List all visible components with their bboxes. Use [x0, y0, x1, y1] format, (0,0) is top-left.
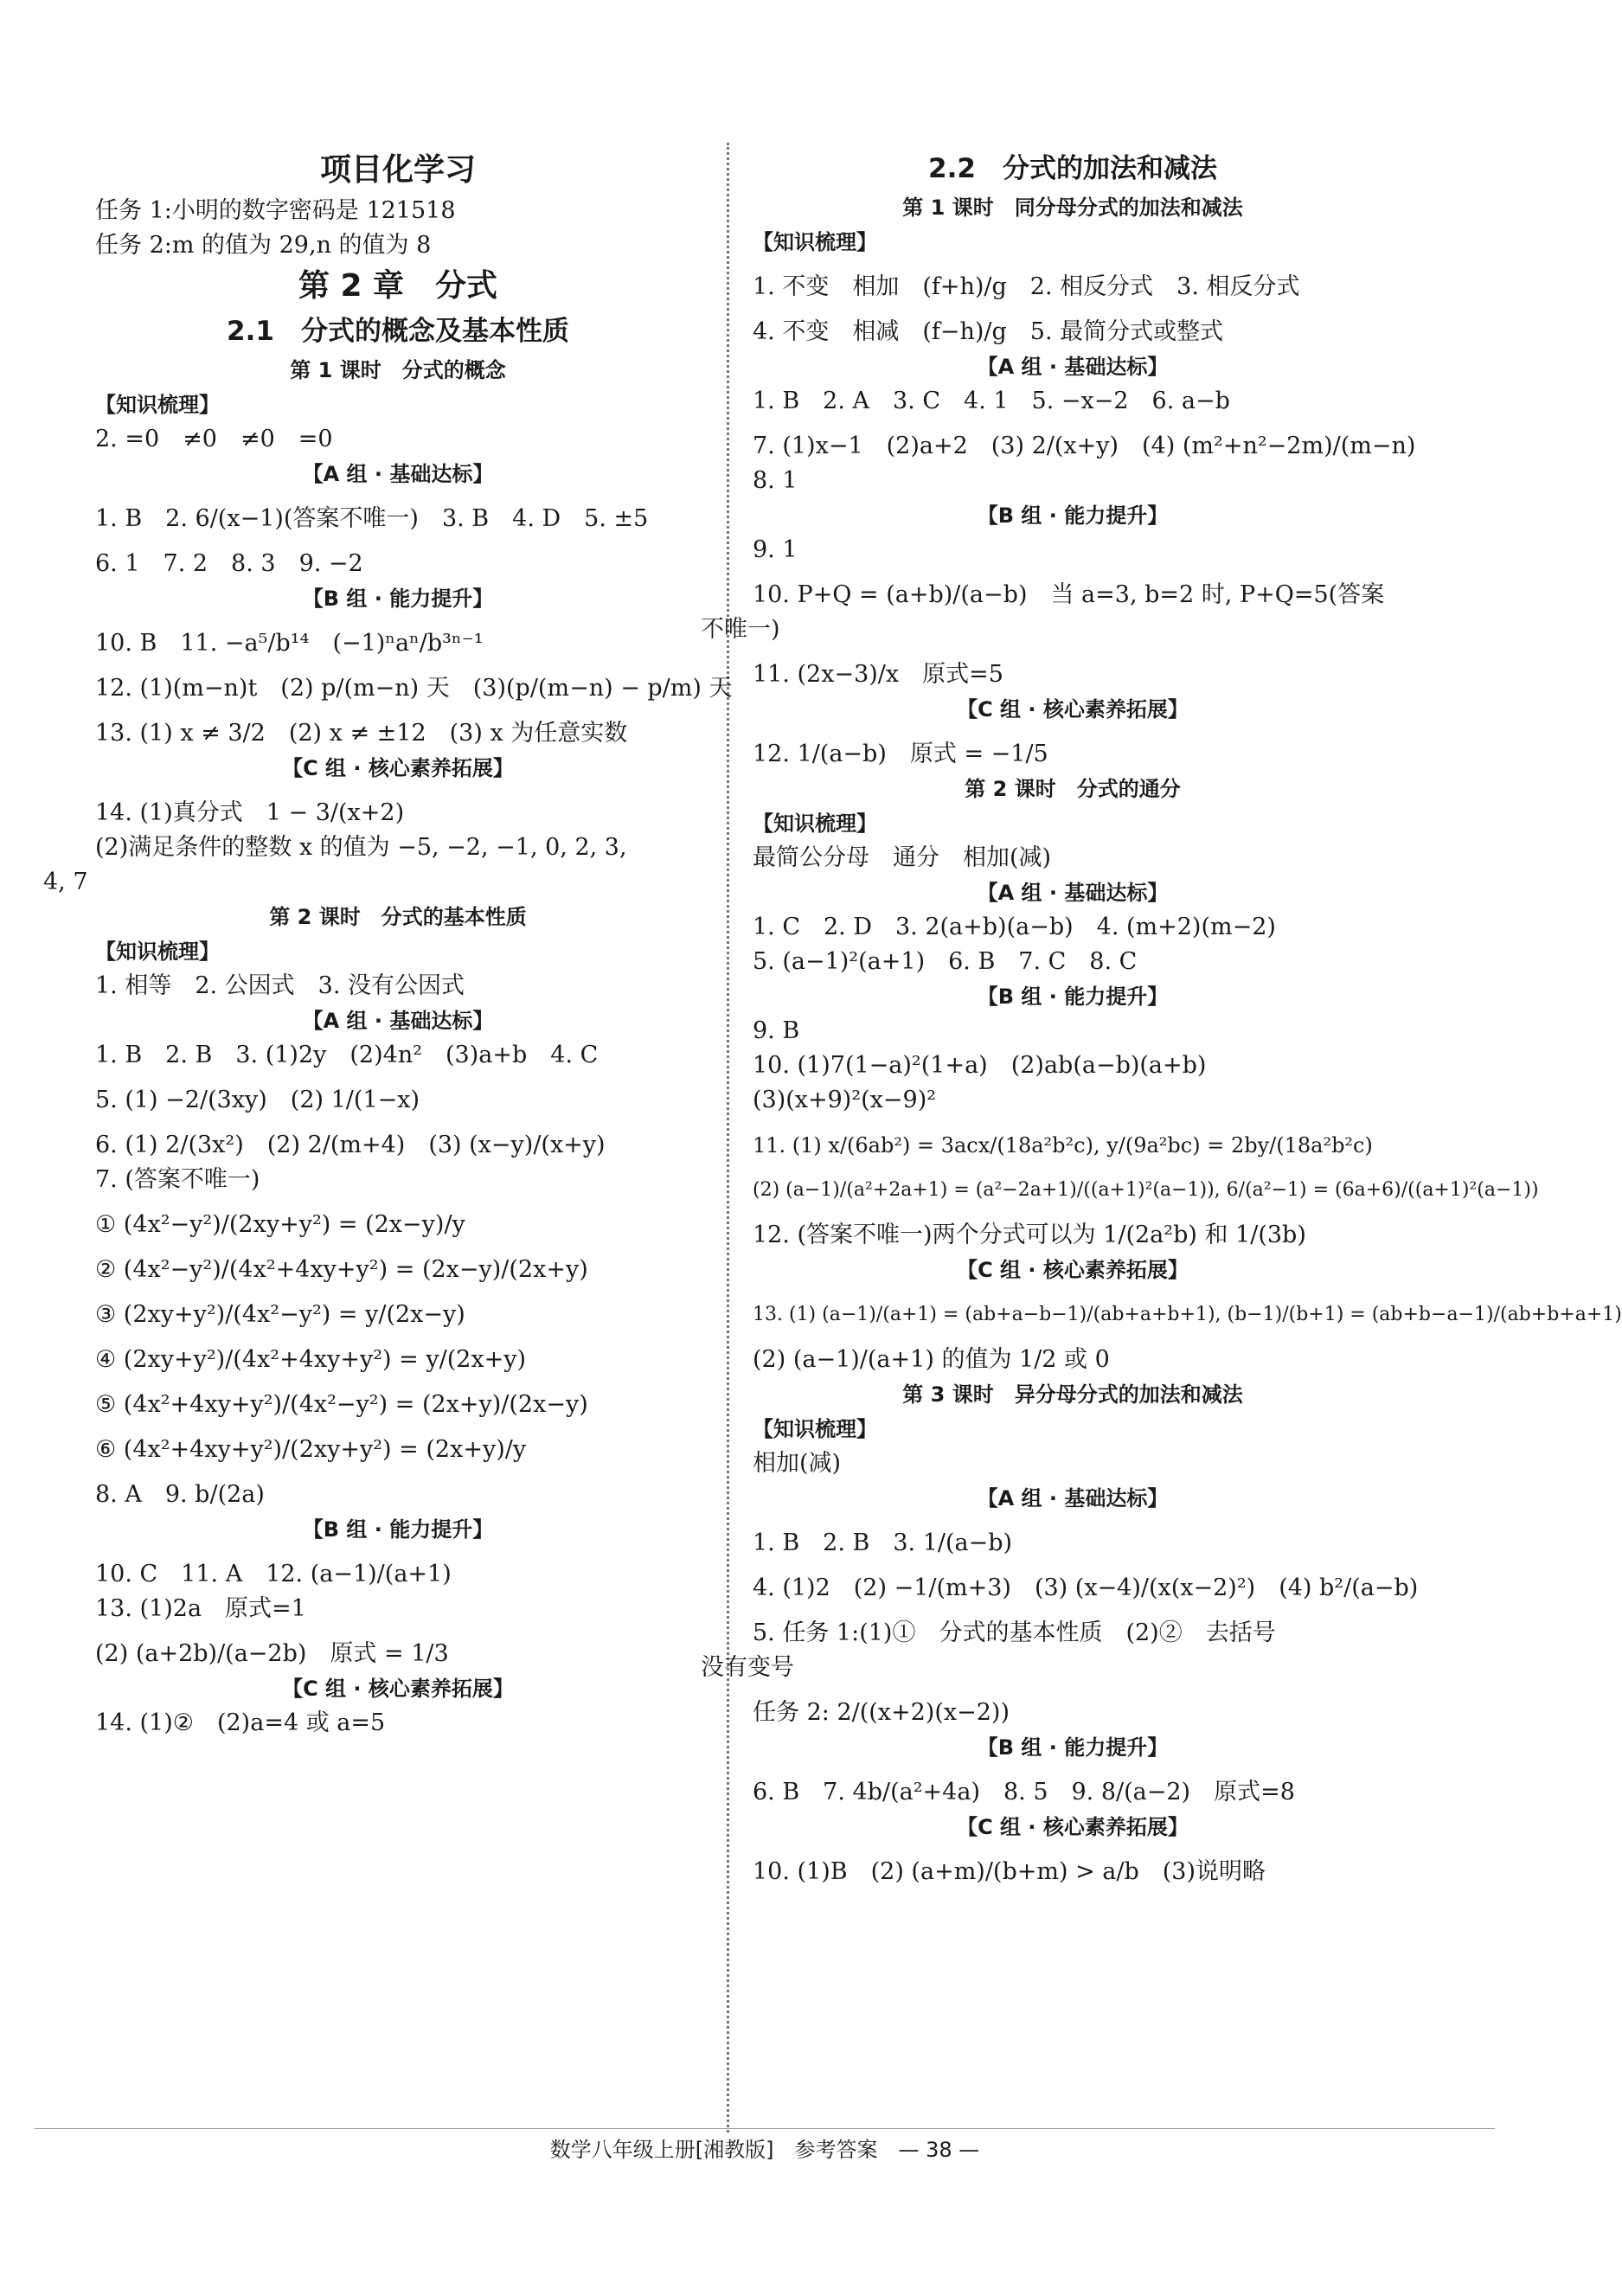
column-divider	[727, 143, 729, 2132]
section-title: 2.2 分式的加法和减法	[928, 153, 1217, 184]
answer-line: 13. (1) x ≠ 3/2 (2) x ≠ ±12 (3) x 为任意实数	[95, 720, 628, 747]
group-b-header: 【B 组 · 能力提升】	[302, 1517, 494, 1542]
answer-line: 1. B 2. A 3. C 4. 1 5. −x−2 6. a−b	[753, 388, 1230, 414]
answer-line: 6. (1) 2/(3x²) (2) 2/(m+4) (3) (x−y)/(x+y)	[95, 1132, 606, 1158]
lesson-title: 第 3 课时 异分母分式的加法和减法	[902, 1382, 1243, 1407]
answer-line: 10. B 11. −a⁵/b¹⁴ (−1)ⁿaⁿ/b³ⁿ⁻¹	[95, 630, 484, 657]
answer-line: 10. (1)B (2) (a+m)/(b+m) > a/b (3)说明略	[753, 1858, 1266, 1885]
group-a-header: 【A 组 · 基础达标】	[302, 462, 494, 486]
answer-line: 13. (1) (a−1)/(a+1) = (ab+a−b−1)/(ab+a+b+1), (b−1)/(b+1) = (ab+b−a−1)/(ab+b+a+1)	[753, 1304, 1622, 1325]
answer-line: (2) (a+2b)/(a−2b) 原式 = 1/3	[95, 1640, 449, 1667]
knowledge-header: 【知识梳理】	[753, 811, 877, 836]
answer-line: ② (4x²−y²)/(4x²+4xy+y²) = (2x−y)/(2x+y)	[95, 1256, 588, 1283]
answer-line: ④ (2xy+y²)/(4x²+4xy+y²) = y/(2x+y)	[95, 1346, 527, 1373]
answer-line: 4, 7	[43, 869, 88, 895]
lesson-title: 第 1 课时 同分母分式的加法和减法	[902, 196, 1243, 220]
group-c-header: 【C 组 · 核心素养拓展】	[957, 1815, 1189, 1839]
answer-line: 4. (1)2 (2) −1/(m+3) (3) (x−4)/(x(x−2)²) (4) b²/(a−b)	[753, 1574, 1419, 1601]
answer-line: 7. (1)x−1 (2)a+2 (3) 2/(x+y) (4) (m²+n²−2m)/(m−n)	[753, 433, 1416, 459]
answer-line: (2)满足条件的整数 x 的值为 −5, −2, −1, 0, 2, 3,	[95, 834, 627, 861]
lesson-title: 第 2 课时 分式的通分	[965, 777, 1181, 801]
answer-line: 6. B 7. 4b/(a²+4a) 8. 5 9. 8/(a−2) 原式=8	[753, 1779, 1295, 1805]
group-a-header: 【A 组 · 基础达标】	[977, 1486, 1169, 1510]
project-task-1: 任务 1:小明的数字密码是 121518	[95, 197, 456, 224]
group-c-header: 【C 组 · 核心素养拓展】	[957, 697, 1189, 722]
project-title: 项目化学习	[319, 152, 476, 188]
page-footer: 数学八年级上册[湘教版] 参考答案 — 38 —	[549, 2138, 980, 2162]
section-title: 2.1 分式的概念及基本性质	[227, 316, 569, 347]
answer-line: 8. 1	[753, 467, 798, 494]
knowledge-header: 【知识梳理】	[753, 1417, 877, 1441]
answer-line: 9. 1	[753, 536, 798, 563]
left-column	[43, 147, 733, 1741]
answer-line: 11. (1) x/(6ab²) = 3acx/(18a²b²c), y/(9a²bc) = 2by/(18a²b²c)	[753, 1133, 1373, 1158]
answer-line: (2) (a−1)/(a+1) 的值为 1/2 或 0	[753, 1346, 1110, 1373]
answer-line: 13. (1)2a 原式=1	[95, 1595, 306, 1622]
group-c-header: 【C 组 · 核心素养拓展】	[282, 1677, 514, 1701]
group-a-header: 【A 组 · 基础达标】	[302, 1009, 494, 1033]
answer-line: 最简公分母 通分 相加(减)	[753, 844, 1052, 871]
answer-line: 8. A 9. b/(2a)	[95, 1481, 265, 1508]
answer-line: 12. (答案不唯一)两个分式可以为 1/(2a²b) 和 1/(3b)	[753, 1222, 1306, 1248]
answer-line: 7. (答案不唯一)	[95, 1166, 260, 1193]
answer-line: 10. (1)7(1−a)²(1+a) (2)ab(a−b)(a+b)	[753, 1052, 1207, 1079]
answer-line: ⑤ (4x²+4xy+y²)/(4x²−y²) = (2x+y)/(2x−y)	[95, 1391, 588, 1418]
answer-line: 10. C 11. A 12. (a−1)/(a+1)	[95, 1561, 452, 1587]
group-b-header: 【B 组 · 能力提升】	[977, 984, 1169, 1009]
group-b-header: 【B 组 · 能力提升】	[302, 587, 494, 611]
answer-line: ⑥ (4x²+4xy+y²)/(2xy+y²) = (2x+y)/y	[95, 1436, 527, 1463]
answer-line: 5. (a−1)²(a+1) 6. B 7. C 8. C	[753, 948, 1138, 975]
answer-line: 1. 不变 相加 (f+h)/g 2. 相反分式 3. 相反分式	[753, 273, 1300, 300]
answer-line: 12. (1)(m−n)t (2) p/(m−n) 天 (3)(p/(m−n) − p/m) 天	[95, 675, 733, 702]
answer-line: 1. 相等 2. 公因式 3. 没有公因式	[95, 972, 465, 999]
answer-line: 12. 1/(a−b) 原式 = −1/5	[753, 741, 1048, 767]
knowledge-header: 【知识梳理】	[95, 393, 220, 417]
answer-line: 10. P+Q = (a+b)/(a−b) 当 a=3, b=2 时, P+Q=5(答案	[753, 581, 1385, 608]
knowledge-header: 【知识梳理】	[753, 230, 877, 254]
answer-line: ③ (2xy+y²)/(4x²−y²) = y/(2x−y)	[95, 1301, 465, 1328]
right-column	[701, 147, 1622, 1889]
answer-line: 1. B 2. 6/(x−1)(答案不唯一) 3. B 4. D 5. ±5	[95, 505, 649, 532]
group-b-header: 【B 组 · 能力提升】	[977, 1735, 1169, 1760]
answer-line: 任务 2: 2/((x+2)(x−2))	[753, 1699, 1010, 1726]
answer-line: 2. =0 ≠0 ≠0 =0	[95, 426, 333, 452]
footer-rule	[35, 2128, 1495, 2129]
answer-line: 没有变号	[701, 1654, 794, 1681]
group-c-header: 【C 组 · 核心素养拓展】	[957, 1258, 1189, 1282]
group-a-header: 【A 组 · 基础达标】	[977, 881, 1169, 905]
answer-line: 1. C 2. D 3. 2(a+b)(a−b) 4. (m+2)(m−2)	[753, 914, 1276, 940]
answer-line: 不唯一)	[701, 616, 780, 643]
answer-line: 9. B	[753, 1017, 800, 1044]
answer-line: 11. (2x−3)/x 原式=5	[753, 661, 1003, 688]
answer-line: 5. 任务 1:(1)① 分式的基本性质 (2)② 去括号	[753, 1619, 1276, 1646]
answer-line: 1. B 2. B 3. (1)2y (2)4n² (3)a+b 4. C	[95, 1042, 599, 1068]
knowledge-header: 【知识梳理】	[95, 940, 220, 964]
lesson-title: 第 2 课时 分式的基本性质	[269, 905, 527, 929]
lesson-title: 第 1 课时 分式的概念	[290, 358, 506, 382]
group-c-header: 【C 组 · 核心素养拓展】	[282, 756, 514, 780]
answer-line: 相加(减)	[753, 1450, 842, 1477]
answer-line: (2) (a−1)/(a²+2a+1) = (a²−2a+1)/((a+1)²(a−1)), 6/(a²−1) = (6a+6)/((a+1)²(a−1))	[753, 1179, 1539, 1201]
answer-line: ① (4x²−y²)/(2xy+y²) = (2x−y)/y	[95, 1211, 465, 1238]
project-task-2: 任务 2:m 的值为 29,n 的值为 8	[95, 232, 432, 259]
answer-line: (3)(x+9)²(x−9)²	[753, 1087, 937, 1113]
group-a-header: 【A 组 · 基础达标】	[977, 355, 1169, 379]
answer-line: 14. (1)真分式 1 − 3/(x+2)	[95, 799, 405, 826]
answer-line: 14. (1)② (2)a=4 或 a=5	[95, 1709, 386, 1736]
answer-line: 4. 不变 相减 (f−h)/g 5. 最简分式或整式	[753, 318, 1224, 345]
answer-line: 1. B 2. B 3. 1/(a−b)	[753, 1530, 1013, 1556]
group-b-header: 【B 组 · 能力提升】	[977, 503, 1169, 528]
answer-line: 6. 1 7. 2 8. 3 9. −2	[95, 550, 363, 577]
chapter-title: 第 2 章 分式	[298, 268, 498, 304]
answer-line: 5. (1) −2/(3xy) (2) 1/(1−x)	[95, 1087, 420, 1113]
